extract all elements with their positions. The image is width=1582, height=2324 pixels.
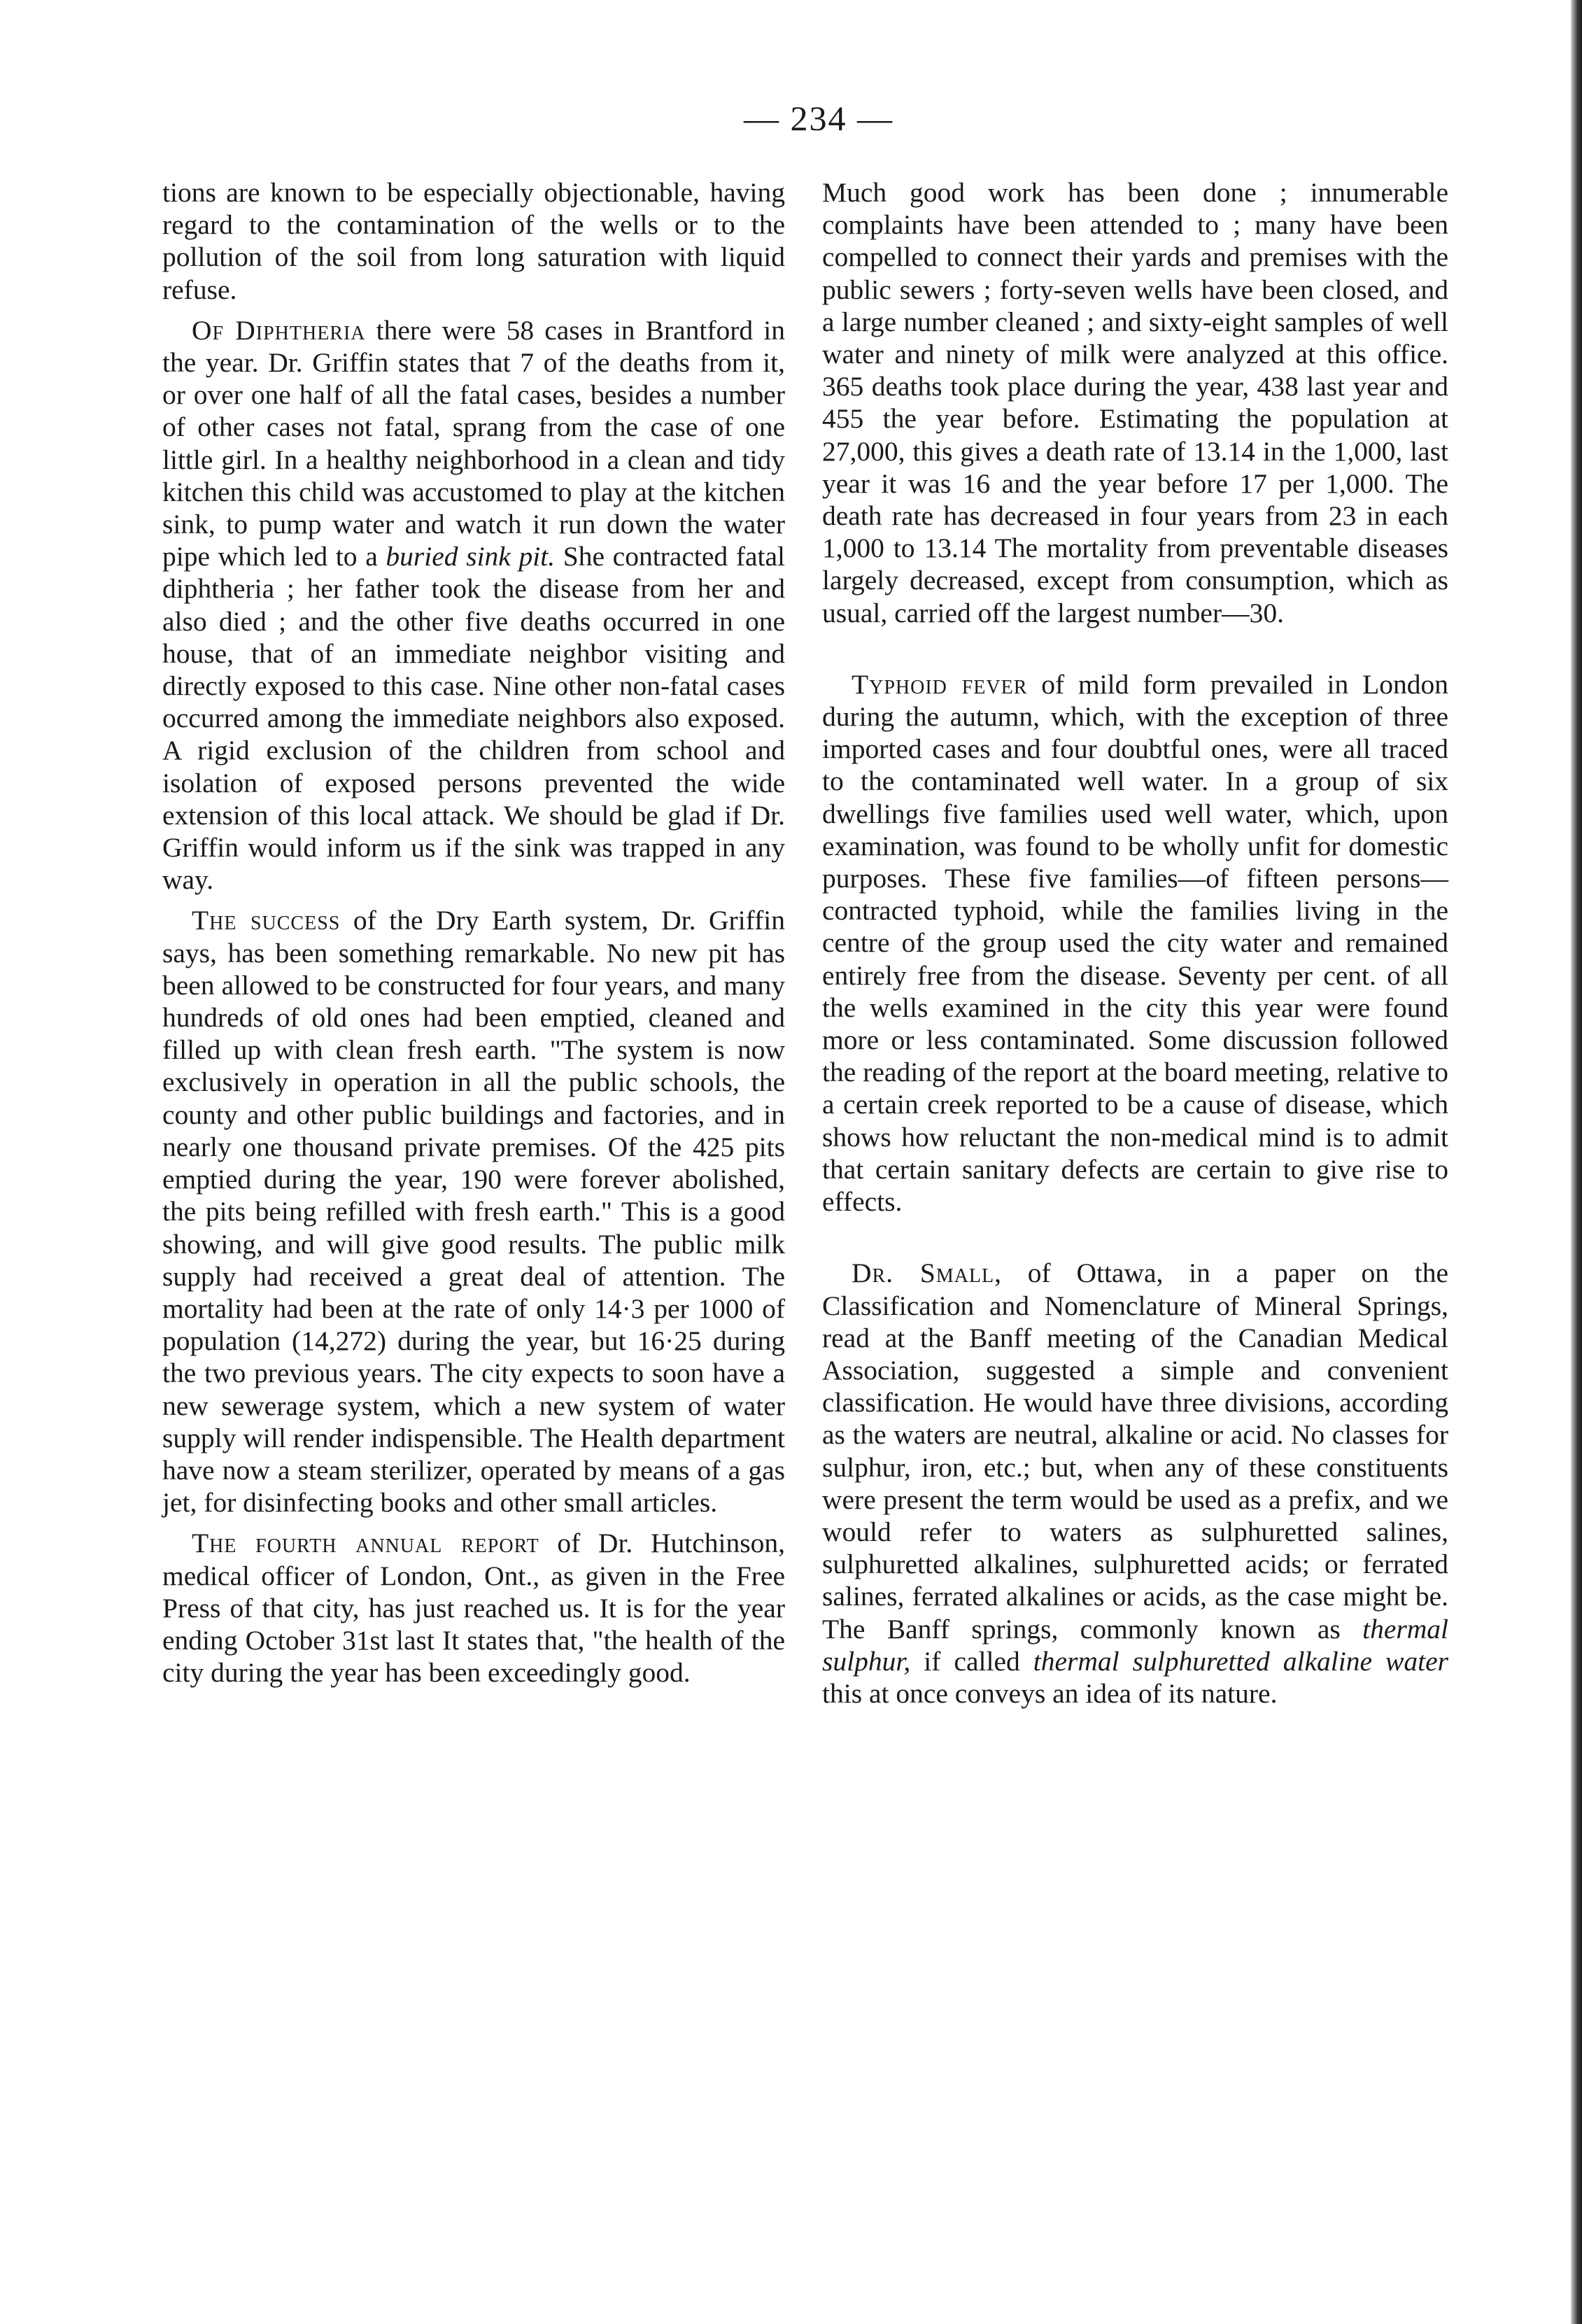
paragraph-report-continued: Much good work has been done ; innumerable complaints have been attended to ; many have been compelled to connect their yards and premises with the public sewers ; forty-seven wells have been closed, and a large number cleaned ; and sixty-eight samples of well water and ninety of milk were analyzed at this office. 365 deaths took place during the year, 438 last year and 455 the year before. Estimating the population at 27,000, this gives a death rate of 13.14 in the 1,000, last year it was 16 and the year before 17 per 1,000. The death rate has decreased in four years from 23 in each 1,000 to 13.14 The mortality from preventable diseases largely decreased, except from consumption, which as usual, carried off the largest number—30. bbox=[822, 177, 1448, 628]
right-column bbox=[822, 176, 1448, 1710]
paragraph-dry-earth bbox=[162, 904, 785, 1519]
paragraph-lead: Dr. Small, bbox=[852, 1258, 1003, 1289]
paragraph-text: there were 58 cases in Brantford in the year. Dr. Griffin states that 7 of the deaths from it, or over one half of all the fatal cases, besides a number of other cases not fatal, sprang from the case of one little girl. In a healthy neighborhood in a clean and tidy kitchen this child was accustomed to play at the kitchen sink, to pump water and watch it run down the water pipe which led to a bbox=[162, 314, 785, 572]
paragraph-lead: The fourth annual report bbox=[192, 1528, 539, 1559]
paragraph-text: of the Dry Earth system, Dr. Griffin says, has been something remarkable. No new pit has been allowed to be constructed for four years, and many hundreds of old ones had been emptied, cleaned and filled up with clean fresh earth. "The system is now exclusively in operation in all the public schools, the county and other public buildings and factories, and in nearly one thousand private premises. Of the 425 pits emptied during the year, 190 were forever abolished, the pits being refilled with fresh earth." This is a good showing, and will give good results. The public milk supply had received a great deal of attention. The mortality had been at the rate of only 14·3 per 1000 of population (14,272) during the year, but 16·25 during the two previous years. The city expects to soon have a new sewerage system, which a new system of water supply will render indispensible. The Health department have now a steam sterilizer, operated by means of a gas jet, for disinfecting books and other small articles. bbox=[162, 905, 785, 1519]
paragraph-fourth-report bbox=[162, 1527, 785, 1689]
page-number: — 234 — bbox=[744, 99, 894, 138]
paragraph-lead: The success bbox=[192, 905, 341, 936]
paragraph-text: of mild form prevailed in London during the autumn, which, with the exception of three imported cases and four doubtful ones, were all traced to the contaminated well water. In a group of six dwellings five families used well water, which, upon examination, was found to be wholly unfit for domestic purposes. These five families—of fifteen persons—contracted typhoid, while the families living in the centre of the group used the city water and remained entirely free from the disease. Seventy per cent. of all the wells examined in the city this year were found more or less contaminated. Some discussion followed the reading of the report at the board meeting, relative to a certain creek reported to be a cause of disease, which shows how reluctant the non-medical mind is to admit that certain sanitary defects are certain to give rise to effects. bbox=[822, 668, 1448, 1218]
paragraph-text: She contracted fatal diphtheria ; her father took the disease from her and also died ; and the other five deaths occurred in one house, that of an immediate neighbor visiting and directly exposed to this case. Nine other non-fatal cases occurred among the immediate neighbors also exposed. A rigid exclusion of the children from school and isolation of exposed persons prevented the wide extension of this local attack. We should be glad if Dr. Griffin would inform us if the sink was trapped in any way. bbox=[162, 541, 785, 896]
paragraph-diphtheria bbox=[162, 314, 785, 896]
paragraph-mineral-springs bbox=[822, 1257, 1448, 1710]
paragraph-italic: buried sink pit. bbox=[386, 541, 556, 572]
paragraph-text: of Dr. Hutchinson, medical officer of London, Ont., as given in the Free Press of that city, has just reached us. It is for the year ending October 31st last It states that, "the health of the city during the year has been exceedingly good. bbox=[162, 1528, 785, 1689]
paragraph-italic: thermal sulphuretted alkaline water bbox=[1033, 1645, 1448, 1677]
paragraph-sanitation-continued: tions are known to be especially objectionable, having regard to the contamination of the wells or to the pollution of the soil from long saturation with liquid refuse. bbox=[162, 177, 785, 305]
paragraph-text: this at once conveys an idea of its nature. bbox=[822, 1677, 1278, 1709]
paragraph-italic: thermal sulphur, bbox=[822, 1613, 1448, 1677]
left-column bbox=[162, 176, 785, 1689]
scan-edge-shadow bbox=[1571, 0, 1582, 2324]
paragraph-lead: Typhoid fever bbox=[852, 668, 1028, 700]
paragraph-lead: Of Diphtheria bbox=[192, 314, 366, 346]
paragraph-text: if called bbox=[910, 1645, 1033, 1677]
paragraph-text: of Ottawa, in a paper on the Classification and Nomenclature of Mineral Springs, read at the Banff meeting of the Canadian Medical Association, suggested a simple and convenient classification. He would have three divisions, according as the waters are neutral, alkaline or acid. No classes for sulphur, iron, etc.; but, when any of these constituents were present the term would be used as a prefix, and we would refer to waters as sulphuretted salines, sulphuretted alkalines, sulphuretted acids; or ferrated salines, ferrated alkalines or acids, as the case might be. The Banff springs, commonly known as bbox=[822, 1258, 1448, 1645]
paragraph-typhoid bbox=[822, 668, 1448, 1218]
